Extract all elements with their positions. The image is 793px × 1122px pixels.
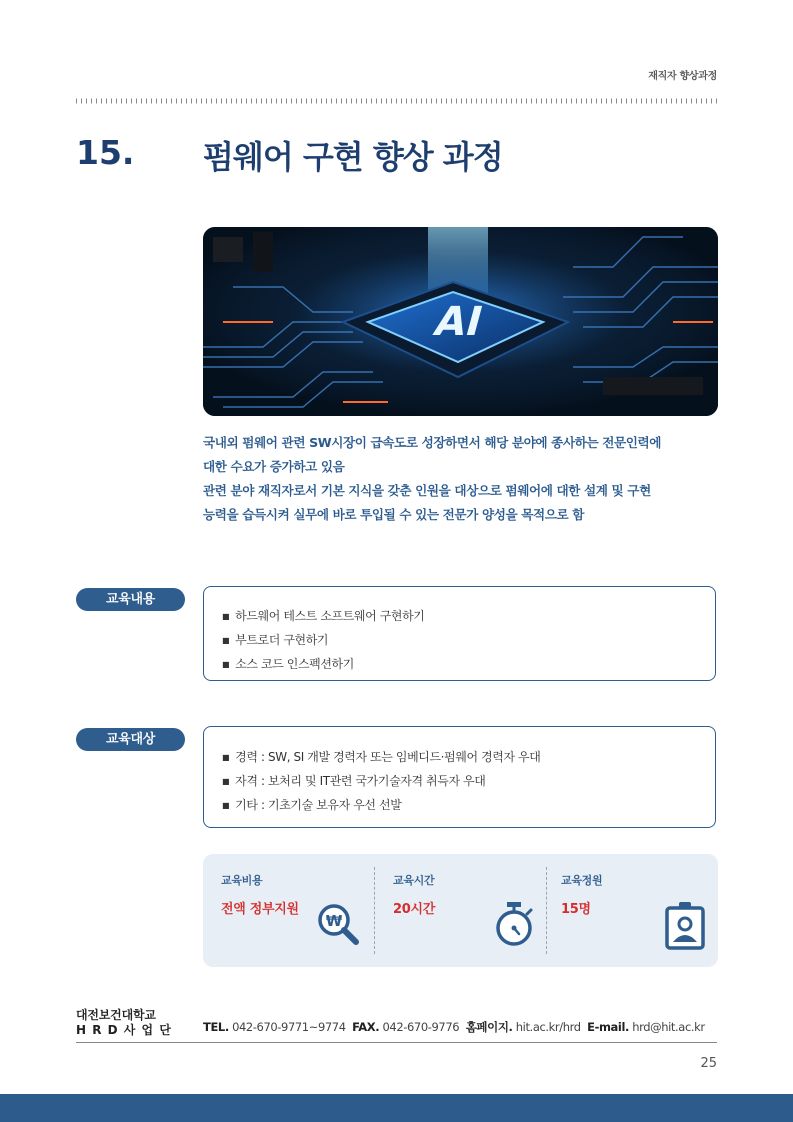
- tel-label: TEL.: [203, 1020, 229, 1034]
- list-item: ■ 하드웨어 테스트 소프트웨어 구현하기: [222, 605, 715, 629]
- org-name: 대전보건대학교: [76, 1008, 156, 1022]
- list-item: ■ 기타 : 기초기술 보유자 우선 선발: [222, 794, 715, 818]
- hero-image: [203, 227, 718, 416]
- list-item: ■ 경력 : SW, SI 개발 경력자 또는 임베디드·펌웨어 경력자 우대: [222, 746, 715, 770]
- footer-bar: [0, 1094, 793, 1122]
- list-item: ■ 부트로더 구현하기: [222, 629, 715, 653]
- capacity-value: 15명: [561, 902, 591, 917]
- target-list: [222, 746, 715, 818]
- stat-divider: [546, 867, 547, 954]
- hours-label: 교육시간: [393, 874, 435, 887]
- email-label: E-mail.: [587, 1020, 629, 1034]
- id-badge-icon: [664, 900, 706, 950]
- list-item: ■ 소스 코드 인스펙션하기: [222, 653, 715, 677]
- magnifier-won-icon: [316, 902, 360, 946]
- page-number: 25: [700, 1056, 717, 1071]
- list-item: ■ 자격 : 보처리 및 IT관련 국가기술자격 취득자 우대: [222, 770, 715, 794]
- homepage-label: 홈페이지.: [465, 1020, 513, 1034]
- hours-value: 20시간: [393, 902, 436, 917]
- email-link[interactable]: hrd@hit.ac.kr: [632, 1020, 705, 1034]
- stats-panel: [203, 854, 718, 967]
- intro-line: 국내외 펌웨어 관련 SW시장이 급속도로 성장하면서 해당 분야에 종사하는 전문인력에: [203, 435, 662, 450]
- intro-line: 능력을 습득시켜 실무에 바로 투입될 수 있는 전문가 양성을 목적으로 함: [203, 507, 585, 522]
- hero-ai-text: AI: [429, 297, 488, 345]
- target-box: [203, 726, 716, 828]
- target-section-label: 교육대상: [76, 728, 185, 751]
- content-section-label: 교육내용: [76, 588, 185, 611]
- tel-number: 042-670-9771~9774: [232, 1020, 346, 1034]
- header-category: 재직자 향상과정: [648, 71, 717, 82]
- intro-line: 관련 분야 재직자로서 기본 지식을 갖춘 인원을 대상으로 펌웨어에 대한 설계 및 구현: [203, 483, 651, 498]
- cost-value: 전액 정부지원: [221, 902, 299, 917]
- homepage-link[interactable]: hit.ac.kr/hrd: [515, 1020, 581, 1034]
- fax-label: FAX.: [352, 1020, 380, 1034]
- content-list: [222, 605, 715, 677]
- capacity-label: 교육정원: [561, 874, 603, 887]
- stat-divider: [374, 867, 375, 954]
- contact-info: [203, 1019, 705, 1035]
- fax-number: 042-670-9776: [382, 1020, 460, 1034]
- footer-divider: [76, 1042, 717, 1043]
- dashed-divider: [76, 98, 717, 104]
- course-number: 15.: [76, 133, 135, 172]
- org-department: H R D 사 업 단: [76, 1023, 172, 1037]
- intro-line: 대한 수요가 증가하고 있음: [203, 459, 345, 474]
- cost-label: 교육비용: [221, 874, 263, 887]
- course-title: 펌웨어 구현 향상 과정: [203, 138, 503, 176]
- intro-text: [203, 431, 718, 527]
- svg-text:₩: ₩: [325, 912, 343, 930]
- stopwatch-icon: [491, 900, 537, 948]
- content-box: [203, 586, 716, 681]
